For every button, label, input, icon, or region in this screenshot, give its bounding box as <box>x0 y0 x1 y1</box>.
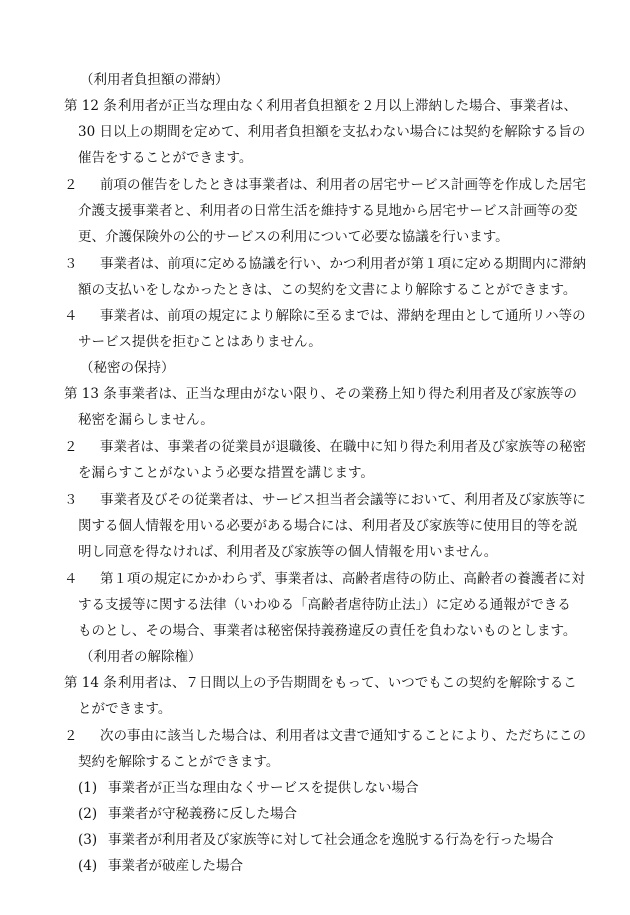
paragraph-12-4-line-1: ４ 事業者は、前項の規定により解除に至るまでは、滞納を理由として通所リハ等の <box>64 308 586 324</box>
article-12-line-2: 30 日以上の期間を定めて、利用者負担額を支払わない場合には契約を解除する旨の <box>78 124 586 140</box>
item-number: (1) <box>78 780 98 796</box>
paragraph-13-3-line-3: 明し同意を得なければ、利用者及び家族等の個人情報を用いません。 <box>78 544 498 560</box>
section-heading-14: （利用者の解除権） <box>80 649 202 665</box>
list-item: (4) 事業者が破産した場合 <box>78 858 243 874</box>
paragraph-13-2-line-2: を漏らすことがないよう必要な措置を講じます。 <box>78 465 374 481</box>
paragraph-13-3-line-2: 関する個人情報を用いる必要がある場合には、利用者及び家族等に使用目的等を説 <box>78 518 578 534</box>
paragraph-14-2-line-2: 契約を解除することができます。 <box>78 754 280 770</box>
paragraph-number: ３ <box>64 256 78 272</box>
paragraph-number: ２ <box>64 177 78 193</box>
article-14-line-1: 第 14 条利用者は、７日間以上の予告期間をもって、いつでもこの契約を解除するこ <box>64 675 577 691</box>
item-number: (3) <box>78 832 98 848</box>
paragraph-13-4-line-3: ものとし、その場合、事業者は秘密保持義務違反の責任を負わないものとします。 <box>78 623 577 639</box>
article-14-line-2: とができます。 <box>78 701 172 717</box>
paragraph-12-4-line-2: サービス提供を拒むことはありません。 <box>78 334 322 350</box>
article-label: 第 14 条 <box>64 675 117 691</box>
article-12-line-1: 第 12 条利用者が正当な理由なく利用者負担額を２月以上滞納した場合、事業者は、 <box>64 98 577 114</box>
paragraph-13-2-line-1: ２ 事業者は、事業者の従業員が退職後、在職中に知り得た利用者及び家族等の秘密 <box>64 439 586 455</box>
paragraph-14-2-line-1: ２ 次の事由に該当した場合は、利用者は文書で通知することにより、ただちにこの <box>64 728 586 744</box>
paragraph-12-2-line-3: 更、介護保険外の公的サービスの利用について必要な協議を行います。 <box>78 229 509 245</box>
section-heading-13: （秘密の保持） <box>80 360 175 376</box>
article-12-line-3: 催告をすることができます。 <box>78 150 253 166</box>
paragraph-13-3-line-1: ３ 事業者及びその従業者は、サービス担当者会議等において、利用者及び家族等に <box>64 492 586 508</box>
list-item: (1) 事業者が正当な理由なくサービスを提供しない場合 <box>78 780 419 796</box>
paragraph-number: ３ <box>64 492 78 508</box>
paragraph-12-3-line-1: ３ 事業者は、前項に定める協議を行い、かつ利用者が第１項に定める期間内に滞納 <box>64 256 586 272</box>
article-13-line-2: 秘密を漏らしません。 <box>78 412 214 428</box>
list-item: (3) 事業者が利用者及び家族等に対して社会通念を逸脱する行為を行った場合 <box>78 832 554 848</box>
list-item: (2) 事業者が守秘義務に反した場合 <box>78 806 297 822</box>
paragraph-13-4-line-1: ４ 第１項の規定にかかわらず、事業者は、高齢者虐待の防止、高齢者の養護者に対 <box>64 571 585 587</box>
paragraph-12-2-line-2: 介護支援事業者と、利用者の日常生活を維持する見地から居宅サービス計画等の変 <box>78 203 578 219</box>
article-label: 第 13 条 <box>64 386 117 402</box>
article-label: 第 12 条 <box>64 98 117 114</box>
paragraph-number: ４ <box>64 308 78 324</box>
paragraph-number: ２ <box>64 728 78 744</box>
paragraph-12-3-line-2: 額の支払いをしなかったときは、この契約を文書により解除することができます。 <box>78 282 577 298</box>
item-number: (4) <box>78 858 98 874</box>
article-13-line-1: 第 13 条事業者は、正当な理由がない限り、その業務上知り得た利用者及び家族等の <box>64 386 577 402</box>
section-heading-12: （利用者負担額の滞納） <box>80 72 229 88</box>
paragraph-number: ４ <box>64 571 78 587</box>
paragraph-13-4-line-2: する支援等に関する法律（いわゆる「高齢者虐待防止法」）に定める通報ができる <box>78 597 571 613</box>
item-number: (2) <box>78 806 98 822</box>
paragraph-12-2-line-1: ２ 前項の催告をしたときは事業者は、利用者の居宅サービス計画等を作成した居宅 <box>64 177 586 193</box>
paragraph-number: ２ <box>64 439 78 455</box>
